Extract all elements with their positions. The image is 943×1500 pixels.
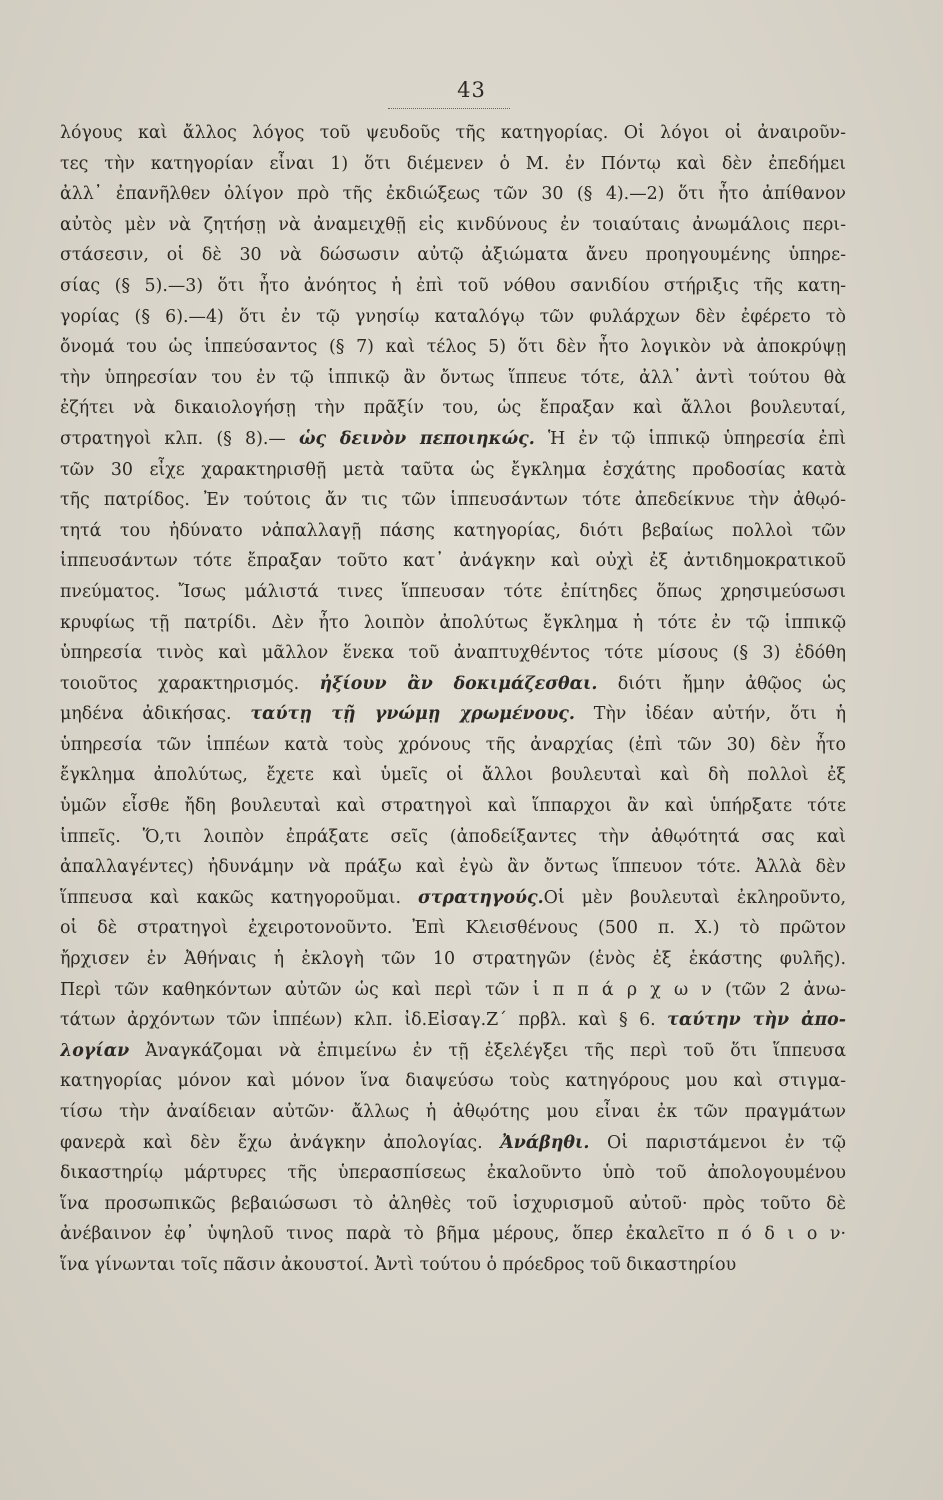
text-line [60,822,846,853]
commentary-text [60,118,846,1281]
text-run: Τὴν ἰδέαν αὐτήν, ὅτι ἡ [574,704,846,725]
text-run: λόγους καὶ ἄλλος λόγος τοῦ ψευδοῦς τῆς κατηγορίας. Οἱ λόγοι οἱ ἀναιροῦν- [60,123,846,143]
lemma-phrase: Ἀνάβηθι. [500,1132,590,1153]
text-line [60,363,846,394]
text-run: κρυφίως τῇ πατρίδι. Δὲν ἦτο λοιπὸν ἀπολύτως ἔγκλημα ἡ τότε ἐν τῷ ἱππικῷ [60,612,846,633]
lemma-phrase: στρατηγούς. [418,887,544,908]
text-run: τὴν ὑπηρεσίαν του ἐν τῷ ἱππικῷ ἂν ὄντως ἵππευε τότε, ἀλλ᾽ ἀντὶ τούτου θὰ [60,367,846,388]
text-line [60,149,846,180]
lemma-phrase: λογίαν [60,1040,130,1061]
text-run: μηδένα ἀδικήσας. [60,704,251,725]
text-line [60,240,846,271]
text-line [60,516,846,547]
text-line [60,179,846,210]
text-line [60,1066,846,1097]
text-run: ὑπηρεσία τινὸς καὶ μᾶλλον ἕνεκα τοῦ ἀναπτυχθέντος τότε μίσους (§ 3) ἐδόθη [60,643,846,664]
text-run: αὐτὸς μὲν νὰ ζητήσῃ νὰ ἀναμειχθῇ εἰς κινδύνους ἐν τοιαύταις ἀνωμάλοις περι- [60,214,846,235]
text-run: τῶν 30 εἶχε χαρακτηρισθῇ μετὰ ταῦτα ὡς ἔγκλημα ἐσχάτης προδοσίας κατὰ [60,459,846,480]
text-run: ἐζήτει νὰ δικαιολογήσῃ τὴν πρᾶξίν του, ὡς ἔπραξαν καὶ ἄλλοι βουλευταί, [60,398,846,419]
text-line [60,577,846,608]
text-line [60,1005,846,1036]
text-run: ἀλλ᾽ ἐπανῆλθεν ὀλίγον πρὸ τῆς ἐκδιώξεως τῶν 30 (§ 4).—2) ὅτι ἦτο ἀπίθανον [60,184,846,205]
text-run: φανερὰ καὶ δὲν ἔχω ἀνάγκην ἀπολογίας. [60,1132,501,1153]
text-line [60,944,846,975]
text-run: Οἱ μὲν βουλευταὶ ἐκληροῦντο, [543,887,846,908]
text-run: ἵνα γίνωνται τοῖς πᾶσιν ἀκουστοί. Ἀντὶ τούτου ὁ πρόεδρος τοῦ δικαστηρίου [60,1254,737,1275]
text-run: τίσω τὴν ἀναίδειαν αὐτῶν· ἄλλως ἡ ἀθῳότης μου εἶναι ἐκ τῶν πραγμάτων [60,1102,846,1122]
text-run: δικαστηρίῳ μάρτυρες τῆς ὑπερασπίσεως ἐκαλοῦντο ὑπὸ τοῦ ἀπολογουμένου [60,1163,846,1184]
text-run: σίας (§ 5).—3) ὅτι ἦτο ἀνόητος ἡ ἐπὶ τοῦ νόθου σανιδίου στήριξις τῆς κατη- [60,275,846,296]
lemma-phrase: ἠξίουν ἂν δοκιμάζεσθαι. [319,673,598,694]
text-line [60,271,846,302]
text-line [60,393,846,424]
text-line [60,210,846,241]
text-run: Οἱ παριστάμενοι ἐν τῷ [589,1132,846,1153]
text-run: ἀπαλλαγέντες) ἠδυνάμην νὰ πράξω καὶ ἐγὼ ἂν ὄντως ἵππευον τότε. Ἀλλὰ δὲν [60,857,846,878]
text-line [60,883,846,914]
text-line [60,1097,846,1128]
lemma-phrase: ταύτῃ τῇ γνώμῃ χρωμένους. [250,704,575,725]
text-line [60,975,846,1006]
text-line [60,1158,846,1189]
text-line [60,455,846,486]
text-line [60,302,846,333]
text-run: ἱππευσάντων τότε ἔπραξαν τοῦτο κατ᾽ ἀνάγκην καὶ οὐχὶ ἐξ ἀντιδημοκρατικοῦ [60,551,846,572]
text-line [60,1189,846,1220]
text-line [60,638,846,669]
text-line [60,1128,846,1159]
text-line [60,699,846,730]
text-line [60,424,846,455]
text-run: Ἡ ἐν τῷ ἱππικῷ ὑπηρεσία ἐπὶ [534,428,846,449]
text-run: τητά του ἠδύνατο νἀπαλλαγῇ πάσης κατηγορίας, διότι βεβαίως πολλοὶ τῶν [60,520,846,541]
text-run: ἵνα προσωπικῶς βεβαιώσωσι τὸ ἀληθὲς τοῦ ἰσχυρισμοῦ αὐτοῦ· πρὸς τοῦτο δὲ [60,1193,846,1214]
text-line [60,669,846,700]
text-line [60,1036,846,1067]
text-run: ἵππευσα καὶ κακῶς κατηγοροῦμαι. [60,887,419,908]
text-run: ὑπηρεσία τῶν ἱππέων κατὰ τοὺς χρόνους τῆς ἀναρχίας (ἐπὶ τῶν 30) δὲν ἦτο [60,734,846,755]
text-line [60,1250,846,1281]
text-line [60,332,846,363]
text-line [60,1219,846,1250]
lemma-phrase: ταύτην τὴν ἀπο- [667,1010,846,1031]
text-run: στάσεσιν, οἱ δὲ 30 νὰ δώσωσιν αὐτῷ ἀξιώματα ἄνευ προηγουμένης ὑπηρε- [60,245,846,266]
text-line [60,791,846,822]
text-run: γορίας (§ 6).—4) ὅτι ἐν τῷ γνησίῳ καταλόγῳ τῶν φυλάρχων δὲν ἐφέρετο τὸ [60,306,846,327]
text-run: ἱππεῖς. Ὅ,τι λοιπὸν ἐπράξατε σεῖς (ἀποδείξαντες τὴν ἀθῳότητά σας καὶ [60,826,846,847]
text-run: ἔγκλημα ἀπολύτως, ἔχετε καὶ ὑμεῖς οἱ ἄλλοι βουλευταὶ καὶ δὴ πολλοὶ ἐξ [60,765,846,786]
text-run: ὄνομά του ὡς ἱππεύσαντος (§ 7) καὶ τέλος 5) ὅτι δὲν ἦτο λογικὸν νὰ ἀποκρύψῃ [60,337,846,358]
text-run: Ἀναγκάζομαι νὰ ἐπιμείνω ἐν τῇ ἐξελέγξει τῆς περὶ τοῦ ὅτι ἵππευσα [129,1040,846,1061]
page-number: 43 [457,78,486,102]
header-rule [388,108,510,109]
text-run: διότι ἤμην ἀθῷος ὡς [597,673,846,694]
lemma-phrase: ὡς δεινὸν πεποιηκώς. [298,428,535,449]
text-run: ἀνέβαινον ἐφ᾽ ὑψηλοῦ τινος παρὰ τὸ βῆμα μέρους, ὅπερ ἐκαλεῖτο π ό δ ι ο ν· [60,1224,846,1245]
text-run: τῆς πατρίδος. Ἐν τούτοις ἄν τις τῶν ἱππευσάντων τότε ἀπεδείκνυε τὴν ἀθῳό- [60,490,846,511]
text-run: Περὶ τῶν καθηκόντων αὐτῶν ὡς καὶ περὶ τῶν ἱ π π ά ρ χ ω ν (τῶν 2 ἀνω- [60,979,846,1000]
text-line [60,546,846,577]
text-run: ὑμῶν εἶσθε ἤδη βουλευταὶ καὶ στρατηγοὶ καὶ ἵππαρχοι ἂν καὶ ὑπήρξατε τότε [60,796,846,817]
text-run: τες τὴν κατηγορίαν εἶναι 1) ὅτι διέμενεν ὁ Μ. ἐν Πόντῳ καὶ δὲν ἐπεδήμει [60,153,846,174]
text-line [60,760,846,791]
text-run: πνεύματος. Ἴσως μάλιστά τινες ἵππευσαν τότε ἐπίτηδες ὅπως χρησιμεύσωσι [60,581,846,602]
text-line [60,913,846,944]
text-line [60,852,846,883]
text-run: στρατηγοὶ κλπ. (§ 8).— [60,428,299,449]
text-run: ἤρχισεν ἐν Ἀθήναις ἡ ἐκλογὴ τῶν 10 στρατηγῶν (ἑνὸς ἐξ ἑκάστης φυλῆς). [60,949,846,970]
text-run: κατηγορίας μόνον καὶ μόνον ἵνα διαψεύσω τοὺς κατηγόρους μου καὶ στιγμα- [60,1071,846,1092]
text-line [60,730,846,761]
text-run: τοιοῦτος χαρακτηρισμός. [60,673,320,694]
text-run: τάτων ἀρχόντων τῶν ἱππέων) κλπ. ἰδ.Εἰσαγ.Ζ´ πρβλ. καὶ § 6. [60,1010,668,1031]
text-line [60,485,846,516]
text-line [60,118,846,149]
text-line [60,608,846,639]
text-run: οἱ δὲ στρατηγοὶ ἐχειροτονοῦντο. Ἐπὶ Κλεισθένους (500 π. Χ.) τὸ πρῶτον [60,918,846,939]
